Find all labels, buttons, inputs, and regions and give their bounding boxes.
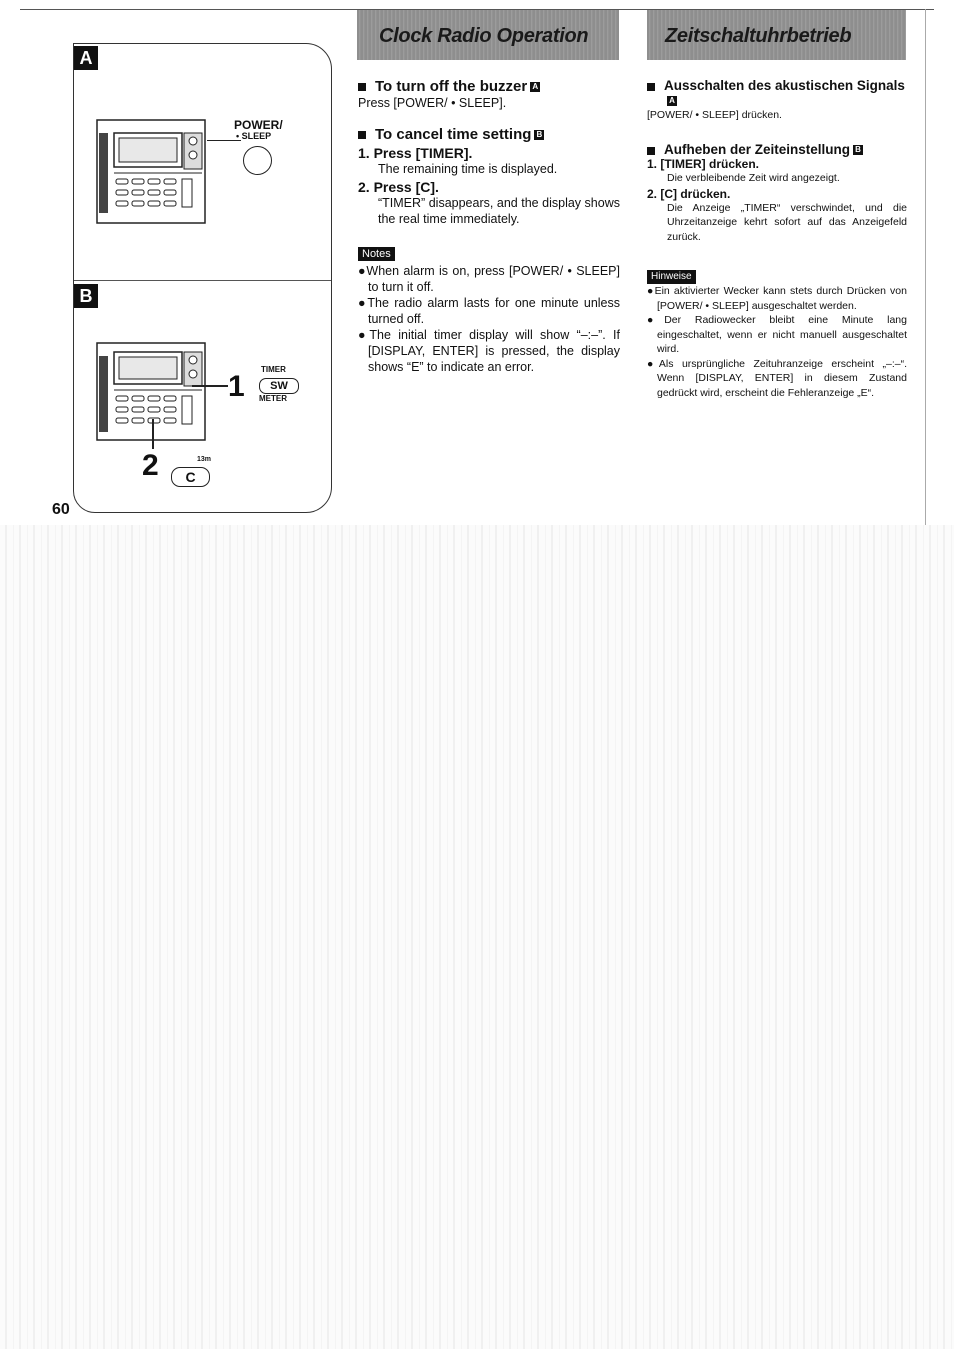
german-cancel-heading [647,142,907,157]
power-sleep-button[interactable] [243,146,272,175]
german-cancel-title: Aufheben der Zeiteinstellung [664,142,851,157]
english-buzzer-title: To turn off the buzzer [375,78,528,95]
english-header-title: Clock Radio Operation [379,25,589,47]
german-step2-text: Die Anzeige „TIMER“ verschwindet, und die Uhrzeitanzeige kehrt sofort auf das Anzeigefeld zurück. [667,201,907,243]
english-step1-text: The remaining time is displayed. [378,162,558,176]
radio-illustration-a [96,119,208,225]
english-cancel-section [358,126,620,227]
german-buzzer-title: Ausschalten des akustischen Signals [664,78,905,93]
german-buzzer-heading [647,78,907,108]
english-header-bar [357,10,619,60]
page-number: 60 [52,501,70,518]
german-note-2: ●Der Radiowecker bleibt eine Minute lang eingeschaltet, wenn er nicht manuell ausgeschaltet wird. [647,314,907,355]
english-step2-title: 2. Press [C]. [358,179,439,195]
ref-b-icon: B [534,130,544,140]
ref-a-icon: A [530,82,540,92]
timer-label: TIMER [261,365,286,374]
square-bullet-icon [358,131,366,139]
german-step1-title: 1. [TIMER] drücken. [647,157,760,171]
sleep-label: • SLEEP [236,131,272,141]
english-buzzer-heading [358,78,620,95]
meter-label: METER [259,394,287,403]
right-rule [925,9,926,525]
step2-leader-line [152,419,154,449]
english-cancel-heading [358,126,620,143]
english-buzzer-text: Press [POWER/ • SLEEP]. [358,96,507,110]
english-step2-text: “TIMER” disappears, and the display shows the real time immediately. [378,196,620,226]
square-bullet-icon [647,83,655,91]
german-buzzer-text: [POWER/ • SLEEP] drücken. [647,109,782,121]
panel-a-tag: A [74,46,98,70]
german-cancel-section [647,142,907,244]
german-buzzer-section [647,78,907,123]
english-buzzer-section [358,78,620,111]
german-step2-title: 2. [C] drücken. [647,186,731,201]
german-header-title: Zeitschaltuhrbetrieb [665,25,852,47]
square-bullet-icon [647,147,655,155]
step1-number: 1 [228,370,245,403]
power-label: POWER/ [234,118,283,132]
notes-tag: Notes [358,247,395,261]
german-notes-section [647,266,907,400]
ref-b-icon: B [853,145,863,155]
c-button[interactable]: C [171,467,210,487]
english-step1-title: 1. Press [TIMER]. [358,145,473,161]
german-header-bar [647,10,906,60]
english-note-1: ●When alarm is on, press [POWER/ • SLEEP] to turn it off. [358,264,620,294]
step1-leader-line [192,385,228,387]
german-step1-text: Die verbleibende Zeit wird angezeigt. [667,172,840,184]
step2-number: 2 [142,449,159,482]
english-note-3: ●The initial timer display will show “–:–”. If [DISPLAY, ENTER] is pressed, the display shows “E” to indicate an error. [358,328,620,374]
sw-timer-button[interactable]: SW [259,378,299,394]
english-notes-section [358,244,620,375]
german-note-3: ●Als ursprüngliche Zeituhranzeige erscheint „–:–“. Wenn [DISPLAY, ENTER] in diesem Zustand gedrückt wird, erscheint die Fehleranzeige „E“. [647,357,907,399]
13m-label: 13m [197,456,212,463]
panel-b-tag: B [74,284,98,308]
ref-a-icon: A [667,96,677,106]
hinweise-tag: Hinweise [647,270,696,284]
german-note-1: ●Ein aktivierter Wecker kann stets durch Drücken von [POWER/ • SLEEP] ausgeschaltet werden. [647,285,907,312]
english-cancel-title: To cancel time setting [375,126,532,143]
square-bullet-icon [358,83,366,91]
panel-divider [74,280,331,281]
illustration-panel [73,43,332,513]
blank-lower-page [0,525,954,1349]
english-note-2: ●The radio alarm lasts for one minute unless turned off. [358,296,620,326]
